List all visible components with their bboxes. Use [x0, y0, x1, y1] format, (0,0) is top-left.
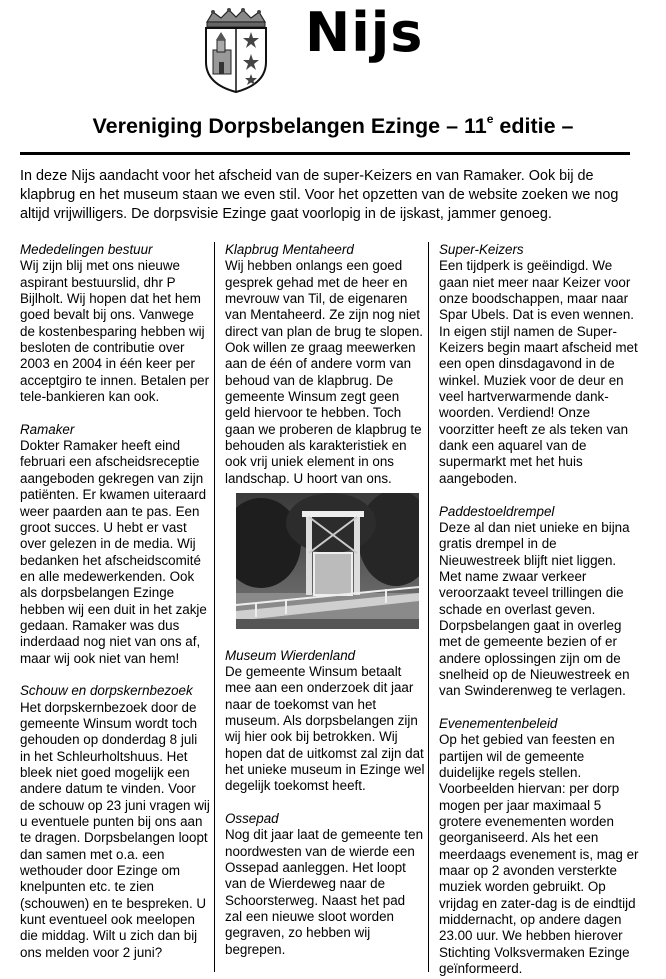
column-divider: [428, 242, 429, 972]
article-heading: Super-Keizers: [439, 242, 524, 257]
article-heading: Museum Wierdenland: [225, 647, 356, 663]
title-divider: [20, 152, 630, 155]
article-super-keizers: [439, 242, 639, 487]
article-body: Op het gebied van feesten en partijen wil de gemeente duidelijke regels stellen. Voorbeelden hiervan: per dorp mogen per jaar maximaal 5 grotere evenementen worden georganiseerd. Als het een meerdaags evenement is, mag er maar op 2 avonden versterkte muziek worden gebruikt. Op vrijdag en zater-dag is de eindtijd middernacht, op andere dagen 23.00 uur. We hebben hierover Stichting Volksvermaken Ezinge geïnformeerd.: [439, 732, 639, 977]
drawbridge-photo-icon: [236, 493, 419, 629]
column-2: [225, 242, 425, 958]
article-heading: Paddestoeldrempel: [439, 503, 555, 519]
article-schouw: [20, 683, 210, 961]
article-ossepad: [225, 811, 425, 958]
article-body: Dokter Ramaker heeft eind februari een afscheidsreceptie aangeboden gekregen van zijn patiënten. Er kwamen uiteraard weer paarden aan te pas. Een groot succes. U hebt er vast over gelezen in de media. Wij bedanken het afscheidscomité en alle medewerkenden. Ook als dorpsbelangen Ezinge hebben wij een duit in het zakje gedaan. Ramaker was dus inderdaad nog niet van ons af, maar wij ook niet van hem!: [20, 438, 207, 666]
article-heading: Schouw en dorpskernbezoek: [20, 683, 193, 699]
column-3: [439, 242, 639, 977]
coat-of-arms-icon: [199, 8, 273, 94]
article-museum: [225, 648, 425, 795]
column-1: [20, 242, 210, 961]
article-heading: Ramaker: [20, 421, 75, 437]
column-divider: [214, 242, 215, 972]
article-paddestoeldrempel: [439, 504, 639, 700]
article-heading: Ossepad: [225, 810, 279, 826]
article-body: Wij zijn blij met ons nieuwe aspirant bestuurslid, dhr P Bijlholt. Wij hopen dat het hem goed bevalt bij ons. Vanwege de kostenbesparing hebben wij besloten de contributie over 2003 en 2004 in één keer per acceptgiro te innen. Betalen per tele-bankieren kan ook.: [20, 258, 210, 405]
article-body: Een tijdperk is geëindigd. We gaan niet meer naar Keizer voor onze boodschappen, maar naar Spar Ubels. Dat is even wennen. In eigen stijl namen de Super-Keizers begin maart afscheid met een open dinsdagavond in de winkel. Muziek voor de deur en veel hartverwarmende dank-woorden. Verdiend! Onze voorzitter heeft ze als teken van dank een aquarel van de supermarkt met het huis aangeboden.: [439, 258, 638, 486]
masthead-title: Nijs: [305, 1, 424, 64]
article-klapbrug: [225, 242, 425, 487]
page-title-superscript: e: [486, 112, 494, 126]
article-heading: Mededelingen bestuur: [20, 242, 153, 257]
article-heading: Klapbrug Mentaheerd: [225, 242, 354, 257]
article-mededelingen: [20, 242, 210, 405]
page-title: [0, 114, 666, 139]
page-title-tail: editie –: [493, 114, 574, 138]
article-body: Wij hebben onlangs een goed gesprek gehad met de heer en mevrouw van Til, de eigenaren van Mentaheerd. Ze zijn nog niet direct van plan de brug te slopen. Ook willen ze graag meewerken aan de één of andere vorm van behoud van de klapbrug. De gemeente Winsum zegt geen geld hiervoor te hebben. Toch gaan we proberen de klapbrug te behouden als karakteristiek en ook vrij uniek element in ons landschap. U hoort van ons.: [225, 258, 424, 486]
article-heading: Evenementenbeleid: [439, 715, 558, 731]
intro-paragraph: In deze Nijs aandacht voor het afscheid van de super-Keizers en van Ramaker. Ook bij de klapbrug en het museum staan we even stil. Voor het opzetten van de website zoeken we nog altijd vrijwilligers. De dorpsvisie Ezinge gaat voorlopig in de ijskast, jammer genoeg.: [20, 168, 619, 222]
article-body: Deze al dan niet unieke en bijna gratis drempel in de Nieuwestreek blijft niet liggen. Met name zwaar verkeer veroorzaakt teveel trillingen die schade en overlast geven. Dorpsbelangen gaat in overleg met de gemeente bezien of er andere oplossingen zijn om de snelheid op de Nieuwestreek en van Swinderenweg te verlagen.: [439, 519, 630, 699]
article-ramaker: [20, 422, 210, 667]
page-title-main: Vereniging Dorpsbelangen Ezinge – 11: [92, 114, 487, 138]
article-body: Het dorpskernbezoek door de gemeente Winsum wordt toch gehouden op donderdag 8 juli in het Schleurholtshuus. Het bleek niet goed mogelijk een andere datum te vinden. Voor de schouw op 23 juni vragen wij u eventuele punten bij ons aan te dragen. Dorpsbelangen loopt dan samen met o.a. een wethouder door Ezinge om knelpunten etc. te zien (schouwen) en te bespreken. U kunt eventueel ook meelopen die middag. Wilt u zich dan bij ons melden voor 2 juni?: [20, 699, 210, 960]
article-body: Nog dit jaar laat de gemeente ten noordwesten van de wierde een Ossepad aanleggen. Het loopt van de Wierdeweg naar de Schoorsterweg. Naast het pad zal een nieuwe sloot worden gegraven, zo hebben wij begrepen.: [225, 827, 424, 957]
article-body: De gemeente Winsum betaalt mee aan een onderzoek dit jaar naar de toekomst van het museum. Als dorpsbelangen zijn wij hier ook bij betrokken. Wij hopen dat de uitkomst zal zijn dat het unieke museum in Ezinge wel degelijk toekomst heeft.: [225, 663, 425, 794]
article-evenementenbeleid: [439, 716, 639, 978]
